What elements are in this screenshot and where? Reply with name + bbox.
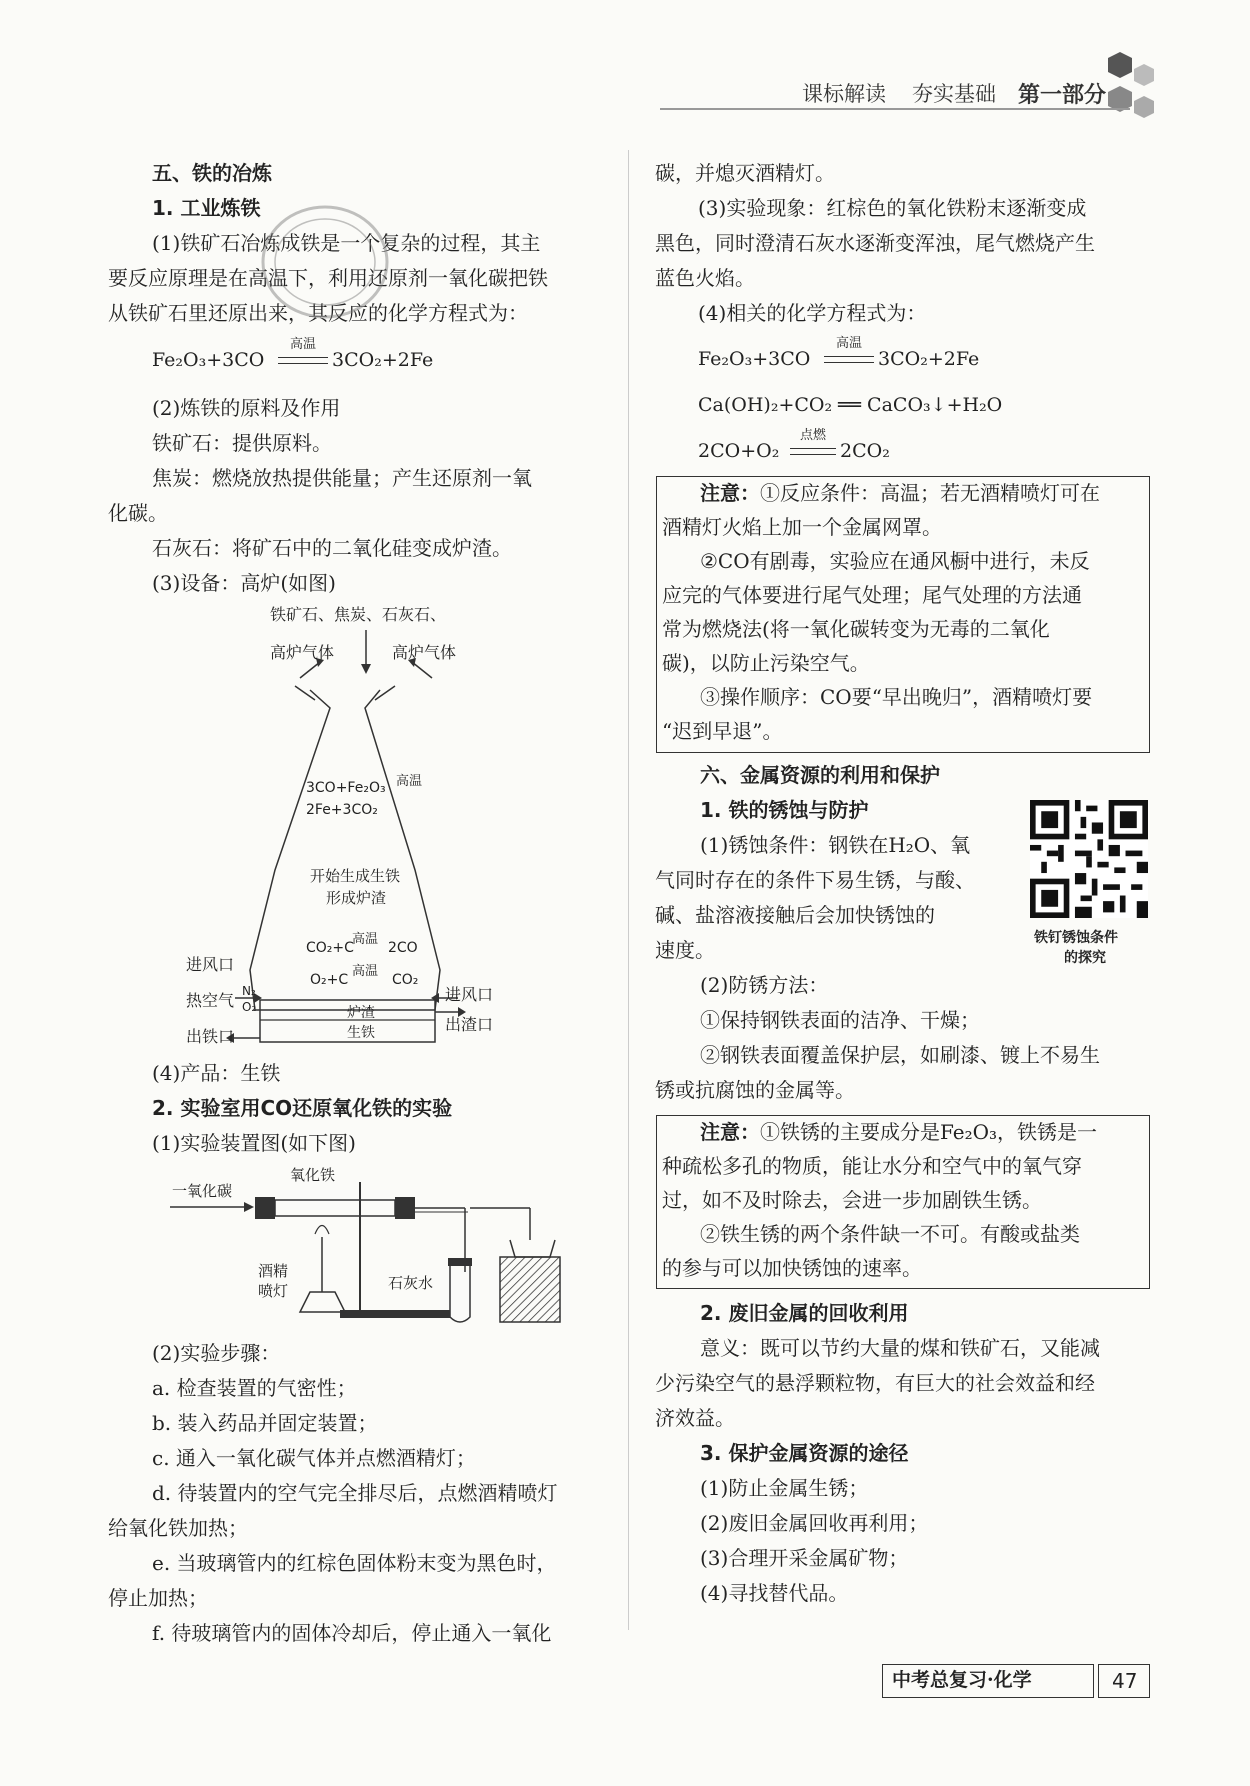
para-line: ①保持钢铁表面的洁净、干燥； [700,1008,980,1032]
limewater-label: 石灰水 [388,1274,434,1292]
eq-condition: 点燃 [800,428,827,443]
reaction-1: 3CO+Fe₂O₃ [306,780,386,796]
para-line: 碳，并熄灭酒精灯。 [655,161,835,185]
note-2-line: 过，如不及时除去，会进一步加剧铁生锈。 [662,1188,1042,1212]
para-line: 从铁矿石里还原出来，其反应的化学方程式为： [108,301,528,325]
page-number: 47 [1112,1669,1138,1693]
eq-right: 2CO₂ [840,440,890,462]
para-line: 蓝色火焰。 [655,266,755,290]
step-e: e. 当玻璃管内的红棕色固体粉末变为黑色时， [152,1551,557,1575]
heading-industrial-ironmaking: 1. 工业炼铁 [152,196,261,220]
o2-label: O₂ [242,1000,257,1014]
header-tag-1: 课标解读 [802,82,886,106]
eq-left: 2CO+O₂ [698,440,780,462]
reaction-1-product: 2Fe+3CO₂ [306,802,378,818]
slag-layer-label: 炉渣 [347,1005,375,1021]
reaction-3-condition: 高温 [352,964,379,979]
hot-air-label: 热空气 [186,991,235,1010]
note-1-line: ②CO有剧毒，实验应在通风橱中进行，未反 [700,549,1090,573]
furnace-feed-label: 铁矿石、焦炭、石灰石、 [270,605,447,624]
para-line: 化碳。 [108,501,168,525]
iron-outlet-label: 出铁口 [186,1027,235,1046]
para-line: (3)设备：高炉(如图) [152,571,336,595]
eq-condition: 高温 [290,337,317,352]
para-line: (4)相关的化学方程式为： [698,301,927,325]
blast-furnace-diagram [186,600,540,1050]
qr-code-icon[interactable] [1030,800,1148,918]
para-line: 碱、盐溶液接触后会加快锈蚀的 [655,903,935,927]
note-1-line: 酒精灯火焰上加一个金属网罩。 [662,515,942,539]
zone-label-slag: 形成炉渣 [326,889,387,907]
para-line: 速度。 [655,938,715,962]
step-b: b. 装入药品并固定装置； [152,1411,378,1435]
n2-label: N₂ [242,984,256,998]
footer-book-title: 中考总复习·化学 [892,1669,1032,1691]
eq-condition: 高温 [836,336,863,351]
note-2-line: 种疏松多孔的物质，能让水分和空气中的氧气穿 [662,1154,1082,1178]
note-1-line: 常为燃烧法(将一氧化碳转变为无毒的二氧化 [662,617,1050,641]
para-line: 要反应原理是在高温下，利用还原剂一氧化碳把铁 [108,266,548,290]
equation-limewater: Ca(OH)₂+CO₂ ══ CaCO₃↓+H₂O [698,394,1003,416]
section-6-title: 六、金属资源的利用和保护 [700,763,940,787]
header-part: 第一部分 [1018,83,1107,108]
para-line: 少污染空气的悬浮颗粒物，有巨大的社会效益和经 [655,1371,1095,1395]
zone-label-iron: 开始生成生铁 [310,867,401,885]
para-line: 焦炭：燃烧放热提供能量；产生还原剂一氧 [152,466,532,490]
list-item: (3)合理开采金属矿物； [700,1546,909,1570]
air-inlet-left-label: 进风口 [186,955,235,974]
note-1-line: ③操作顺序：CO要“早出晚归”，酒精喷灯要 [700,685,1093,709]
note-text: ①反应条件：高温；若无酒精喷灯可在 [760,481,1100,505]
column-divider [628,150,629,1630]
qr-caption-1: 铁钉锈蚀条件 [1034,930,1118,946]
heading-lab-experiment: 2. 实验室用CO还原氧化铁的实验 [152,1096,453,1120]
lamp-label-2: 喷灯 [258,1282,289,1300]
step-d: d. 待装置内的空气完全排尽后，点燃酒精喷灯 [152,1481,558,1505]
list-item: (2)废旧金属回收再利用； [700,1511,929,1535]
note-2-line [700,1117,1097,1147]
para-line: (1)锈蚀条件：钢铁在H₂O、氧 [700,833,971,857]
reaction-1-condition: 高温 [396,774,423,789]
para-line: 意义：既可以节约大量的煤和铁矿石，又能减 [700,1336,1100,1360]
heading-rust: 1. 铁的锈蚀与防护 [700,798,869,822]
note-2-line: 的参与可以加快锈蚀的速率。 [662,1256,922,1280]
para-line: (1)实验装置图(如下图) [152,1131,356,1155]
note-1-line: 应完的气体要进行尾气处理；尾气处理的方法通 [662,583,1082,607]
para-line: 黑色，同时澄清石灰水逐渐变浑浊，尾气燃烧产生 [655,231,1095,255]
equals-sign [790,448,836,455]
note-text: ①铁锈的主要成分是Fe₂O₃，铁锈是一 [760,1120,1098,1144]
note-1-line: “迟到早退”。 [662,719,783,743]
co-label: 一氧化碳 [172,1182,233,1200]
fe2o3-label: 氧化铁 [290,1166,336,1184]
step-a: a. 检查装置的气密性； [152,1376,357,1400]
heading-recycling: 2. 废旧金属的回收利用 [700,1301,909,1325]
para-line: (3)实验现象：红棕色的氧化铁粉末逐渐变成 [698,196,1087,220]
note-label: 注意： [700,1120,760,1144]
reaction-2-product: 2CO [388,940,418,956]
slag-outlet-label: 出渣口 [445,1015,494,1034]
equals-sign [824,356,874,363]
header-rule [660,108,1130,110]
eq-left: Fe₂O₃+3CO [698,348,811,370]
para-line: (4)产品：生铁 [152,1061,281,1085]
eq-right: 3CO₂+2Fe [878,348,980,370]
reaction-3-product: CO₂ [392,972,419,988]
list-item: (1)防止金属生锈； [700,1476,869,1500]
para-line: (1)铁矿石冶炼成铁是一个复杂的过程，其主 [152,231,541,255]
lab-apparatus-diagram [170,1162,570,1327]
para-line: ②钢铁表面覆盖保护层，如刷漆、镀上不易生 [700,1043,1100,1067]
para-line: 锈或抗腐蚀的金属等。 [655,1078,855,1102]
note-1-line [700,478,1100,508]
para-line: 气同时存在的条件下易生锈，与酸、 [655,868,975,892]
note-2-line: ②铁生锈的两个条件缺一不可。有酸或盐类 [700,1222,1080,1246]
section-5-title: 五、铁的冶炼 [152,161,272,185]
gas-out-right-label: 高炉气体 [392,643,457,662]
equals-sign [278,357,328,364]
step-f: f. 待玻璃管内的固体冷却后，停止通入一氧化 [152,1621,552,1645]
note-label: 注意： [700,481,760,505]
reaction-3: O₂+C [310,972,349,988]
para-line: (2)实验步骤： [152,1341,281,1365]
gas-out-left-label: 高炉气体 [270,643,335,662]
qr-caption-2: 的探究 [1064,950,1106,966]
eq-right: 3CO₂+2Fe [332,349,434,371]
header-tag-2: 夯实基础 [912,82,996,106]
list-item: (4)寻找替代品。 [700,1581,849,1605]
note-1-line: 碳)，以防止污染空气。 [662,651,870,675]
air-inlet-right-label: 进风口 [445,985,494,1004]
heading-protection: 3. 保护金属资源的途径 [700,1441,909,1465]
para-line: 济效益。 [655,1406,735,1430]
lamp-label-1: 酒精 [258,1262,289,1280]
pig-iron-layer-label: 生铁 [347,1025,375,1041]
para-line: (2)炼铁的原料及作用 [152,396,341,420]
step-d-cont: 给氧化铁加热； [108,1516,248,1540]
step-c: c. 通入一氧化碳气体并点燃酒精灯； [152,1446,476,1470]
para-line: 铁矿石：提供原料。 [152,431,332,455]
hexagon-decoration-icon [1100,50,1160,125]
reaction-2-condition: 高温 [352,932,379,947]
seal-stamp [255,195,395,330]
para-line: (2)防锈方法： [700,973,829,997]
step-e-cont: 停止加热； [108,1586,208,1610]
para-line: 石灰石：将矿石中的二氧化硅变成炉渣。 [152,536,512,560]
eq-left: Fe₂O₃+3CO [152,349,265,371]
reaction-2: CO₂+C [306,940,354,956]
